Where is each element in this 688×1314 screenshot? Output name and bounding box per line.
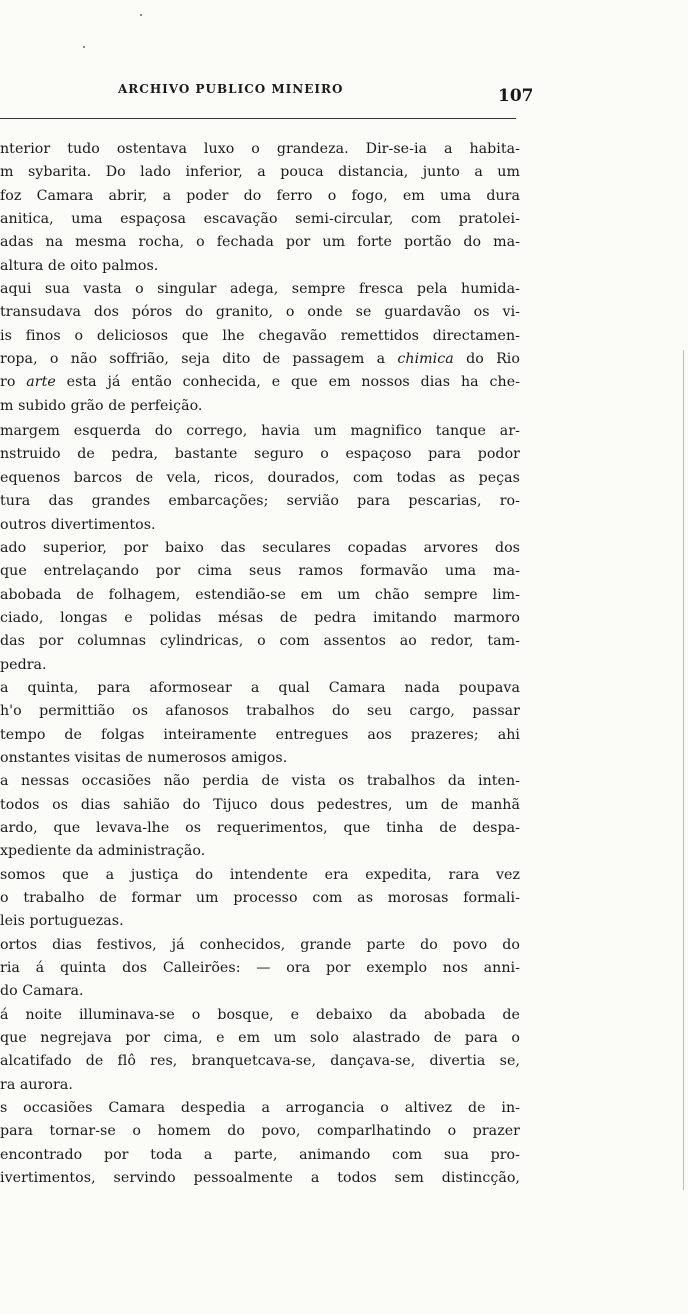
page-number: 107 — [498, 86, 534, 106]
page-edge — [683, 350, 684, 1190]
text-line-with-italic — [0, 348, 520, 371]
ink-speck — [140, 14, 142, 16]
text-line: ro arte esta já então conhecida, e que em nossos dias ha che- — [0, 374, 520, 391]
text-fragment: do Rio — [466, 351, 520, 368]
text-fragment: ropa, o não soffrião, seja dito de passagem a — [0, 351, 386, 368]
text-line: a nessas occasiões não perdia de vista os trabalhos da inten- — [0, 773, 520, 790]
italic-word: chimica — [397, 351, 454, 368]
text-line: a quinta, para aformosear a qual Camara nada poupava — [0, 679, 520, 696]
text-line: para tornar-se o homem do povo, comparlhatindo o prazer — [0, 1123, 520, 1140]
text-line: margem esquerda do corrego, havia um magnifico tanque ar- — [0, 423, 520, 440]
ink-speck — [83, 46, 85, 48]
text-line: m subido grão de perfeição. — [0, 397, 203, 414]
text-line: aqui sua vasta o singular adega, sempre fresca pela humida- — [0, 281, 520, 298]
running-title: ARCHIVO PUBLICO MINEIRO — [118, 82, 344, 96]
text-line: do Camara. — [0, 983, 84, 1000]
text-line: alcatifado de flô res, branquetcava-se, dançava-se, divertia se, — [0, 1053, 520, 1070]
text-line: ra aurora. — [0, 1076, 73, 1093]
text-line: que negrejava por cima, e em um solo alastrado de para o — [0, 1030, 520, 1047]
text-line: ado superior, por baixo das seculares copadas arvores dos — [0, 539, 520, 556]
text-line: ciado, longas e polidas mésas de pedra imitando marmoro — [0, 609, 520, 626]
text-line: leis portuguezas. — [0, 913, 124, 930]
text-line: nterior tudo ostentava luxo o grandeza. Dir-se-ia a habita- — [0, 141, 520, 157]
text-line: s occasiões Camara despedia a arrogancia o altivez de in- — [0, 1100, 520, 1117]
text-line: todos os dias sahião do Tijuco dous pedestres, um de manhã — [0, 796, 520, 813]
text-line: tura das grandes embarcações; servião para pescarias, ro- — [0, 493, 520, 510]
text-line: outros divertimentos. — [0, 516, 156, 533]
text-line: ardo, que levava-lhe os requerimentos, que tinha de despa- — [0, 819, 520, 836]
text-line: encontrado por toda a parte, animando com sua pro- — [0, 1146, 520, 1163]
text-line: h'o permittião os afanosos trabalhos do seu cargo, passar — [0, 703, 520, 720]
text-line: foz Camara abrir, a poder do ferro o fogo, em uma dura — [0, 187, 520, 204]
text-line: m sybarita. Do lado inferior, a pouca distancia, junto a um — [0, 164, 520, 181]
text-line: nstruido de pedra, bastante seguro o espaçoso para podor — [0, 446, 520, 463]
header-rule — [0, 118, 516, 119]
text-line: is finos o deliciosos que lhe chegavão remettidos directamen- — [0, 327, 520, 344]
text-line: altura de oito palmos. — [0, 257, 159, 274]
text-line: abobada de folhagem, estendião-se em um chão sempre lim- — [0, 586, 520, 603]
text-line: ria á quinta dos Calleirões: — ora por exemplo nos anni- — [0, 960, 520, 977]
text-line: que entrelaçando por cima seus ramos formavão uma ma- — [0, 563, 520, 580]
text-line: equenos barcos de vela, ricos, dourados, com todas as peças — [0, 469, 520, 486]
text-line: onstantes visitas de numerosos amigos. — [0, 749, 288, 766]
text-line: ivertimentos, servindo pessoalmente a todos sem distincção, — [0, 1170, 520, 1187]
text-line: á noite illuminava-se o bosque, e debaixo da abobada de — [0, 1006, 520, 1023]
text-line: anitica, uma espaçosa escavação semi-circular, com pratolei- — [0, 211, 520, 228]
text-line: das por columnas cylindricas, o com assentos ao redor, tam- — [0, 633, 520, 650]
text-line: transudava dos póros do granito, o onde se guardavão os vi- — [0, 304, 520, 321]
text-line: adas na mesma rocha, o fechada por um forte portão do ma- — [0, 234, 520, 251]
text-line: tempo de folgas inteiramente entregues aos prazeres; ahi — [0, 726, 520, 743]
text-line: pedra. — [0, 656, 47, 673]
body-text — [0, 138, 520, 1190]
text-line: somos que a justiça do intendente era expedita, rara vez — [0, 866, 520, 883]
text-line: ortos dias festivos, já conhecidos, grande parte do povo do — [0, 936, 520, 953]
text-line: o trabalho de formar um processo com as morosas formali- — [0, 890, 520, 906]
text-line: xpediente da administração. — [0, 843, 206, 860]
